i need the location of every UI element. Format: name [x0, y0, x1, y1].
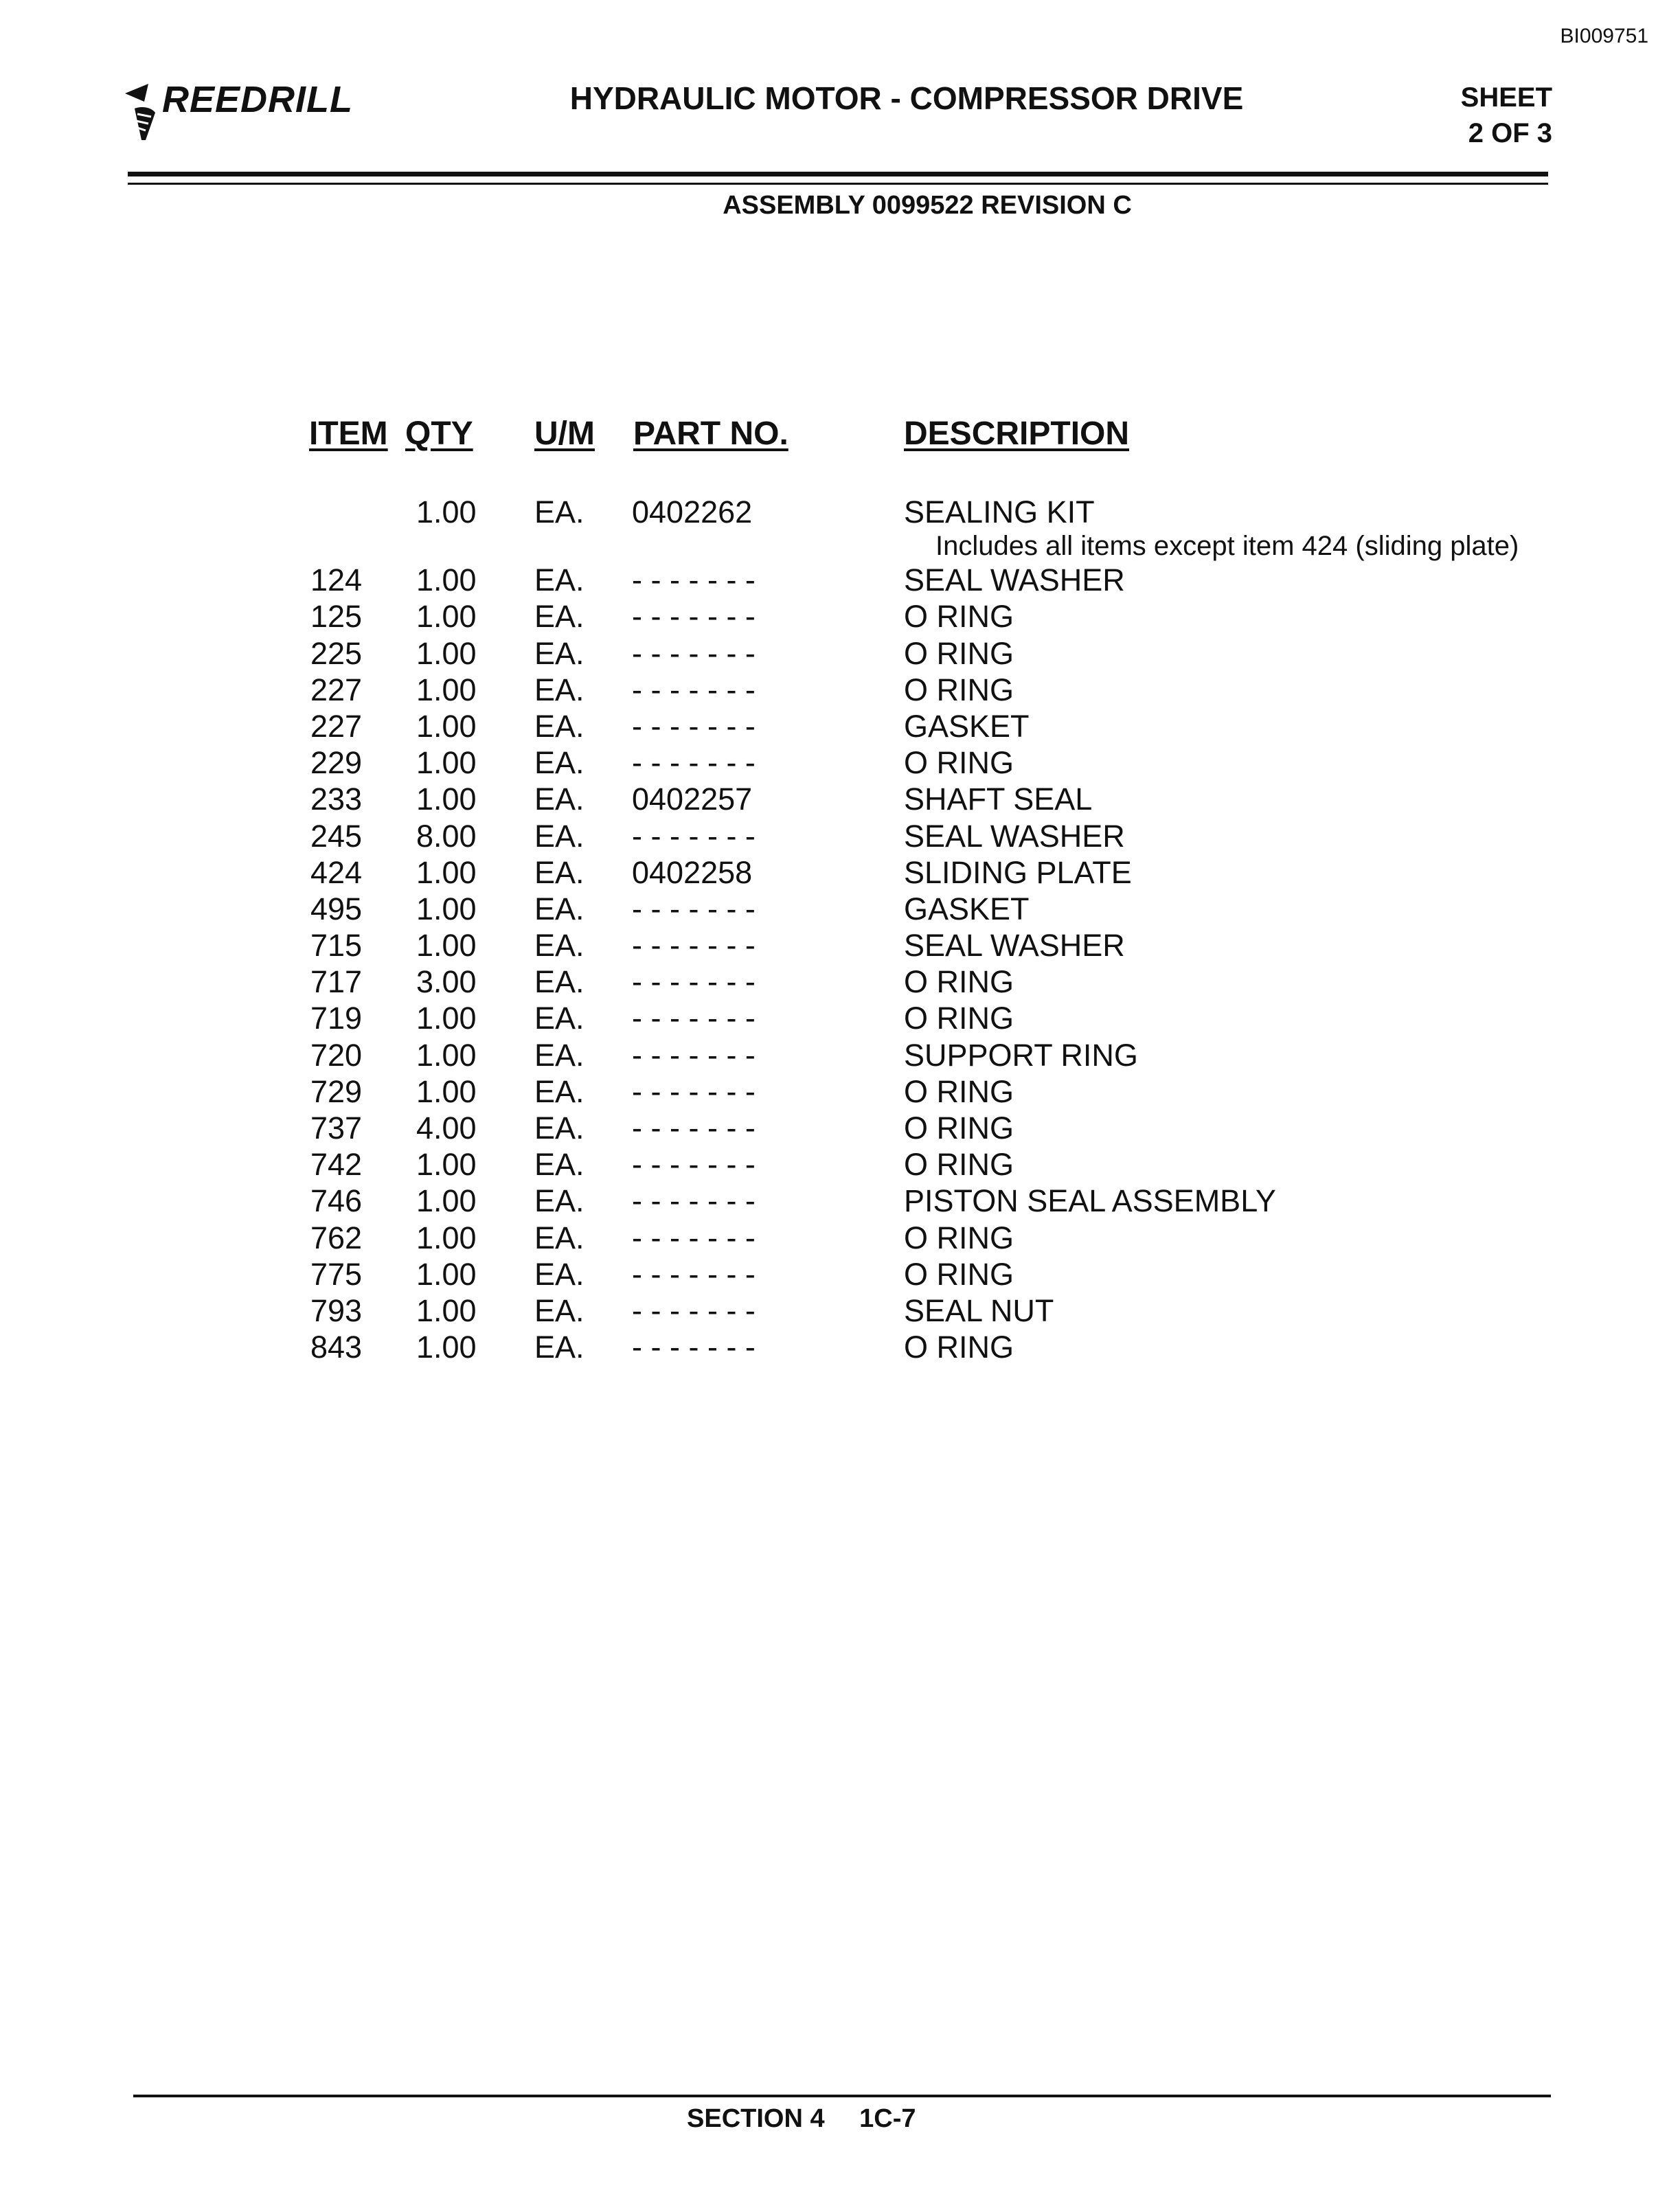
table-row — [0, 709, 1680, 745]
table-row — [0, 636, 1680, 672]
column-header-description: DESCRIPTION — [904, 415, 1130, 452]
quantity: 1.00 — [416, 494, 477, 529]
quantity: 1.00 — [416, 635, 477, 671]
item-number: 717 — [310, 964, 363, 1000]
unit-of-measure: EA. — [534, 635, 584, 671]
quantity: 3.00 — [416, 964, 477, 1000]
description: SEAL WASHER — [904, 928, 1125, 964]
description: O RING — [904, 1220, 1014, 1255]
unit-of-measure: EA. — [534, 1220, 584, 1255]
table-row — [0, 1257, 1680, 1293]
column-header-part-no: PART NO. — [633, 415, 788, 452]
description: O RING — [904, 745, 1014, 781]
unit-of-measure: EA. — [534, 494, 584, 529]
part-number: 0402262 — [632, 494, 753, 529]
table-row — [0, 1220, 1680, 1257]
header-rule-thin — [128, 183, 1548, 185]
unit-of-measure: EA. — [534, 1256, 584, 1292]
table-row — [0, 1293, 1680, 1330]
column-header-qty: QTY — [405, 415, 473, 452]
part-number: - - - - - - - — [632, 964, 756, 1000]
unit-of-measure: EA. — [534, 854, 584, 890]
unit-of-measure: EA. — [534, 562, 584, 598]
item-number: 793 — [310, 1292, 363, 1328]
unit-of-measure: EA. — [534, 1330, 584, 1365]
item-number: 746 — [310, 1183, 363, 1219]
item-number: 719 — [310, 1001, 363, 1036]
part-number: - - - - - - - — [632, 599, 756, 635]
assembly-revision: ASSEMBLY 0099522 REVISION C — [723, 191, 1132, 220]
table-row — [0, 782, 1680, 818]
part-number: - - - - - - - — [632, 1292, 756, 1328]
quantity: 8.00 — [416, 818, 477, 854]
item-number: 233 — [310, 782, 363, 817]
table-row — [0, 672, 1680, 709]
unit-of-measure: EA. — [534, 818, 584, 854]
part-number: - - - - - - - — [632, 818, 756, 854]
description: SEAL NUT — [904, 1292, 1054, 1328]
sheet-number: 2 OF 3 — [1468, 118, 1552, 148]
part-number: - - - - - - - — [632, 1220, 756, 1255]
item-number: 843 — [310, 1330, 363, 1365]
quantity: 1.00 — [416, 928, 477, 964]
part-number: - - - - - - - — [632, 562, 756, 598]
document-id: BI009751 — [1560, 25, 1648, 47]
sheet-label: SHEET — [1460, 82, 1552, 113]
table-row — [0, 1147, 1680, 1183]
part-number: 0402257 — [632, 782, 753, 817]
part-number: 0402258 — [632, 854, 753, 890]
part-rows — [0, 562, 1680, 1366]
description: GASKET — [904, 708, 1030, 744]
item-number: 424 — [310, 854, 363, 890]
part-number: - - - - - - - — [632, 745, 756, 781]
quantity: 1.00 — [416, 1073, 477, 1109]
table-row — [0, 599, 1680, 635]
quantity: 1.00 — [416, 1147, 477, 1183]
description: O RING — [904, 964, 1014, 1000]
brand-logo — [121, 74, 368, 150]
quantity: 1.00 — [416, 708, 477, 744]
part-number: - - - - - - - — [632, 1330, 756, 1365]
table-row — [0, 1110, 1680, 1147]
quantity: 1.00 — [416, 854, 477, 890]
unit-of-measure: EA. — [534, 891, 584, 926]
table-row — [0, 964, 1680, 1001]
part-number: - - - - - - - — [632, 1001, 756, 1036]
quantity: 1.00 — [416, 1330, 477, 1365]
column-header-um: U/M — [534, 415, 595, 452]
quantity: 1.00 — [416, 745, 477, 781]
unit-of-measure: EA. — [534, 672, 584, 707]
quantity: 4.00 — [416, 1110, 477, 1146]
quantity: 1.00 — [416, 599, 477, 635]
unit-of-measure: EA. — [534, 1183, 584, 1219]
part-number: - - - - - - - — [632, 708, 756, 744]
quantity: 1.00 — [416, 672, 477, 707]
quantity: 1.00 — [416, 1183, 477, 1219]
footer-rule — [133, 2095, 1551, 2097]
parts-list — [0, 494, 1680, 1366]
unit-of-measure: EA. — [534, 745, 584, 781]
part-number: - - - - - - - — [632, 891, 756, 926]
part-number: - - - - - - - — [632, 1147, 756, 1183]
table-row — [0, 819, 1680, 855]
description: SHAFT SEAL — [904, 782, 1093, 817]
unit-of-measure: EA. — [534, 708, 584, 744]
quantity: 1.00 — [416, 782, 477, 817]
page-number: 1C-7 — [859, 2104, 916, 2133]
item-number: 245 — [310, 818, 363, 854]
item-number: 124 — [310, 562, 363, 598]
item-number: 225 — [310, 635, 363, 671]
quantity: 1.00 — [416, 1001, 477, 1036]
description: O RING — [904, 1001, 1014, 1036]
quantity: 1.00 — [416, 1220, 477, 1255]
section-label: SECTION 4 — [687, 2104, 825, 2133]
unit-of-measure: EA. — [534, 782, 584, 817]
description: O RING — [904, 635, 1014, 671]
part-number: - - - - - - - — [632, 1110, 756, 1146]
table-row — [0, 562, 1680, 599]
quantity: 1.00 — [416, 1256, 477, 1292]
table-row — [0, 1074, 1680, 1110]
unit-of-measure: EA. — [534, 599, 584, 635]
description: SEALING KIT — [904, 494, 1095, 529]
description: O RING — [904, 1073, 1014, 1109]
header-rule-thick — [128, 172, 1548, 176]
table-row — [0, 928, 1680, 964]
part-number: - - - - - - - — [632, 1037, 756, 1073]
brand-name: REEDRILL — [162, 79, 353, 120]
table-row — [0, 745, 1680, 782]
item-number: 742 — [310, 1147, 363, 1183]
description: O RING — [904, 1330, 1014, 1365]
quantity: 1.00 — [416, 891, 477, 926]
table-row — [0, 1330, 1680, 1366]
part-number: - - - - - - - — [632, 672, 756, 707]
page-title: HYDRAULIC MOTOR - COMPRESSOR DRIVE — [569, 80, 1244, 116]
item-number: 720 — [310, 1037, 363, 1073]
item-number: 227 — [310, 672, 363, 707]
description: SEAL WASHER — [904, 562, 1125, 598]
description: GASKET — [904, 891, 1030, 926]
item-number: 715 — [310, 928, 363, 964]
kit-row — [0, 494, 1680, 531]
quantity: 1.00 — [416, 1037, 477, 1073]
part-number: - - - - - - - — [632, 928, 756, 964]
description: SUPPORT RING — [904, 1037, 1138, 1073]
item-number: 229 — [310, 745, 363, 781]
unit-of-measure: EA. — [534, 1001, 584, 1036]
table-row — [0, 855, 1680, 891]
part-number: - - - - - - - — [632, 635, 756, 671]
description: O RING — [904, 1110, 1014, 1146]
table-row — [0, 891, 1680, 928]
item-number: 775 — [310, 1256, 363, 1292]
part-number: - - - - - - - — [632, 1073, 756, 1109]
unit-of-measure: EA. — [534, 1110, 584, 1146]
description: O RING — [904, 1147, 1014, 1183]
description: O RING — [904, 599, 1014, 635]
unit-of-measure: EA. — [534, 1147, 584, 1183]
column-header-item: ITEM — [309, 415, 388, 452]
description: PISTON SEAL ASSEMBLY — [904, 1183, 1276, 1219]
quantity: 1.00 — [416, 1292, 477, 1328]
table-row — [0, 1183, 1680, 1220]
unit-of-measure: EA. — [534, 1292, 584, 1328]
part-number: - - - - - - - — [632, 1256, 756, 1292]
unit-of-measure: EA. — [534, 964, 584, 1000]
sheet-indicator — [1415, 80, 1552, 151]
kit-note: Includes all items except item 424 (sliding plate) — [935, 531, 1519, 562]
table-row — [0, 1038, 1680, 1074]
unit-of-measure: EA. — [534, 928, 584, 964]
item-number: 729 — [310, 1073, 363, 1109]
unit-of-measure: EA. — [534, 1037, 584, 1073]
table-row — [0, 1001, 1680, 1037]
part-number: - - - - - - - — [632, 1183, 756, 1219]
item-number: 737 — [310, 1110, 363, 1146]
quantity: 1.00 — [416, 562, 477, 598]
item-number: 227 — [310, 708, 363, 744]
kit-note-row — [0, 531, 1680, 562]
unit-of-measure: EA. — [534, 1073, 584, 1109]
item-number: 762 — [310, 1220, 363, 1255]
item-number: 125 — [310, 599, 363, 635]
description: SEAL WASHER — [904, 818, 1125, 854]
description: O RING — [904, 672, 1014, 707]
description: SLIDING PLATE — [904, 854, 1132, 890]
page-footer — [687, 2104, 989, 2134]
item-number: 495 — [310, 891, 363, 926]
description: O RING — [904, 1256, 1014, 1292]
